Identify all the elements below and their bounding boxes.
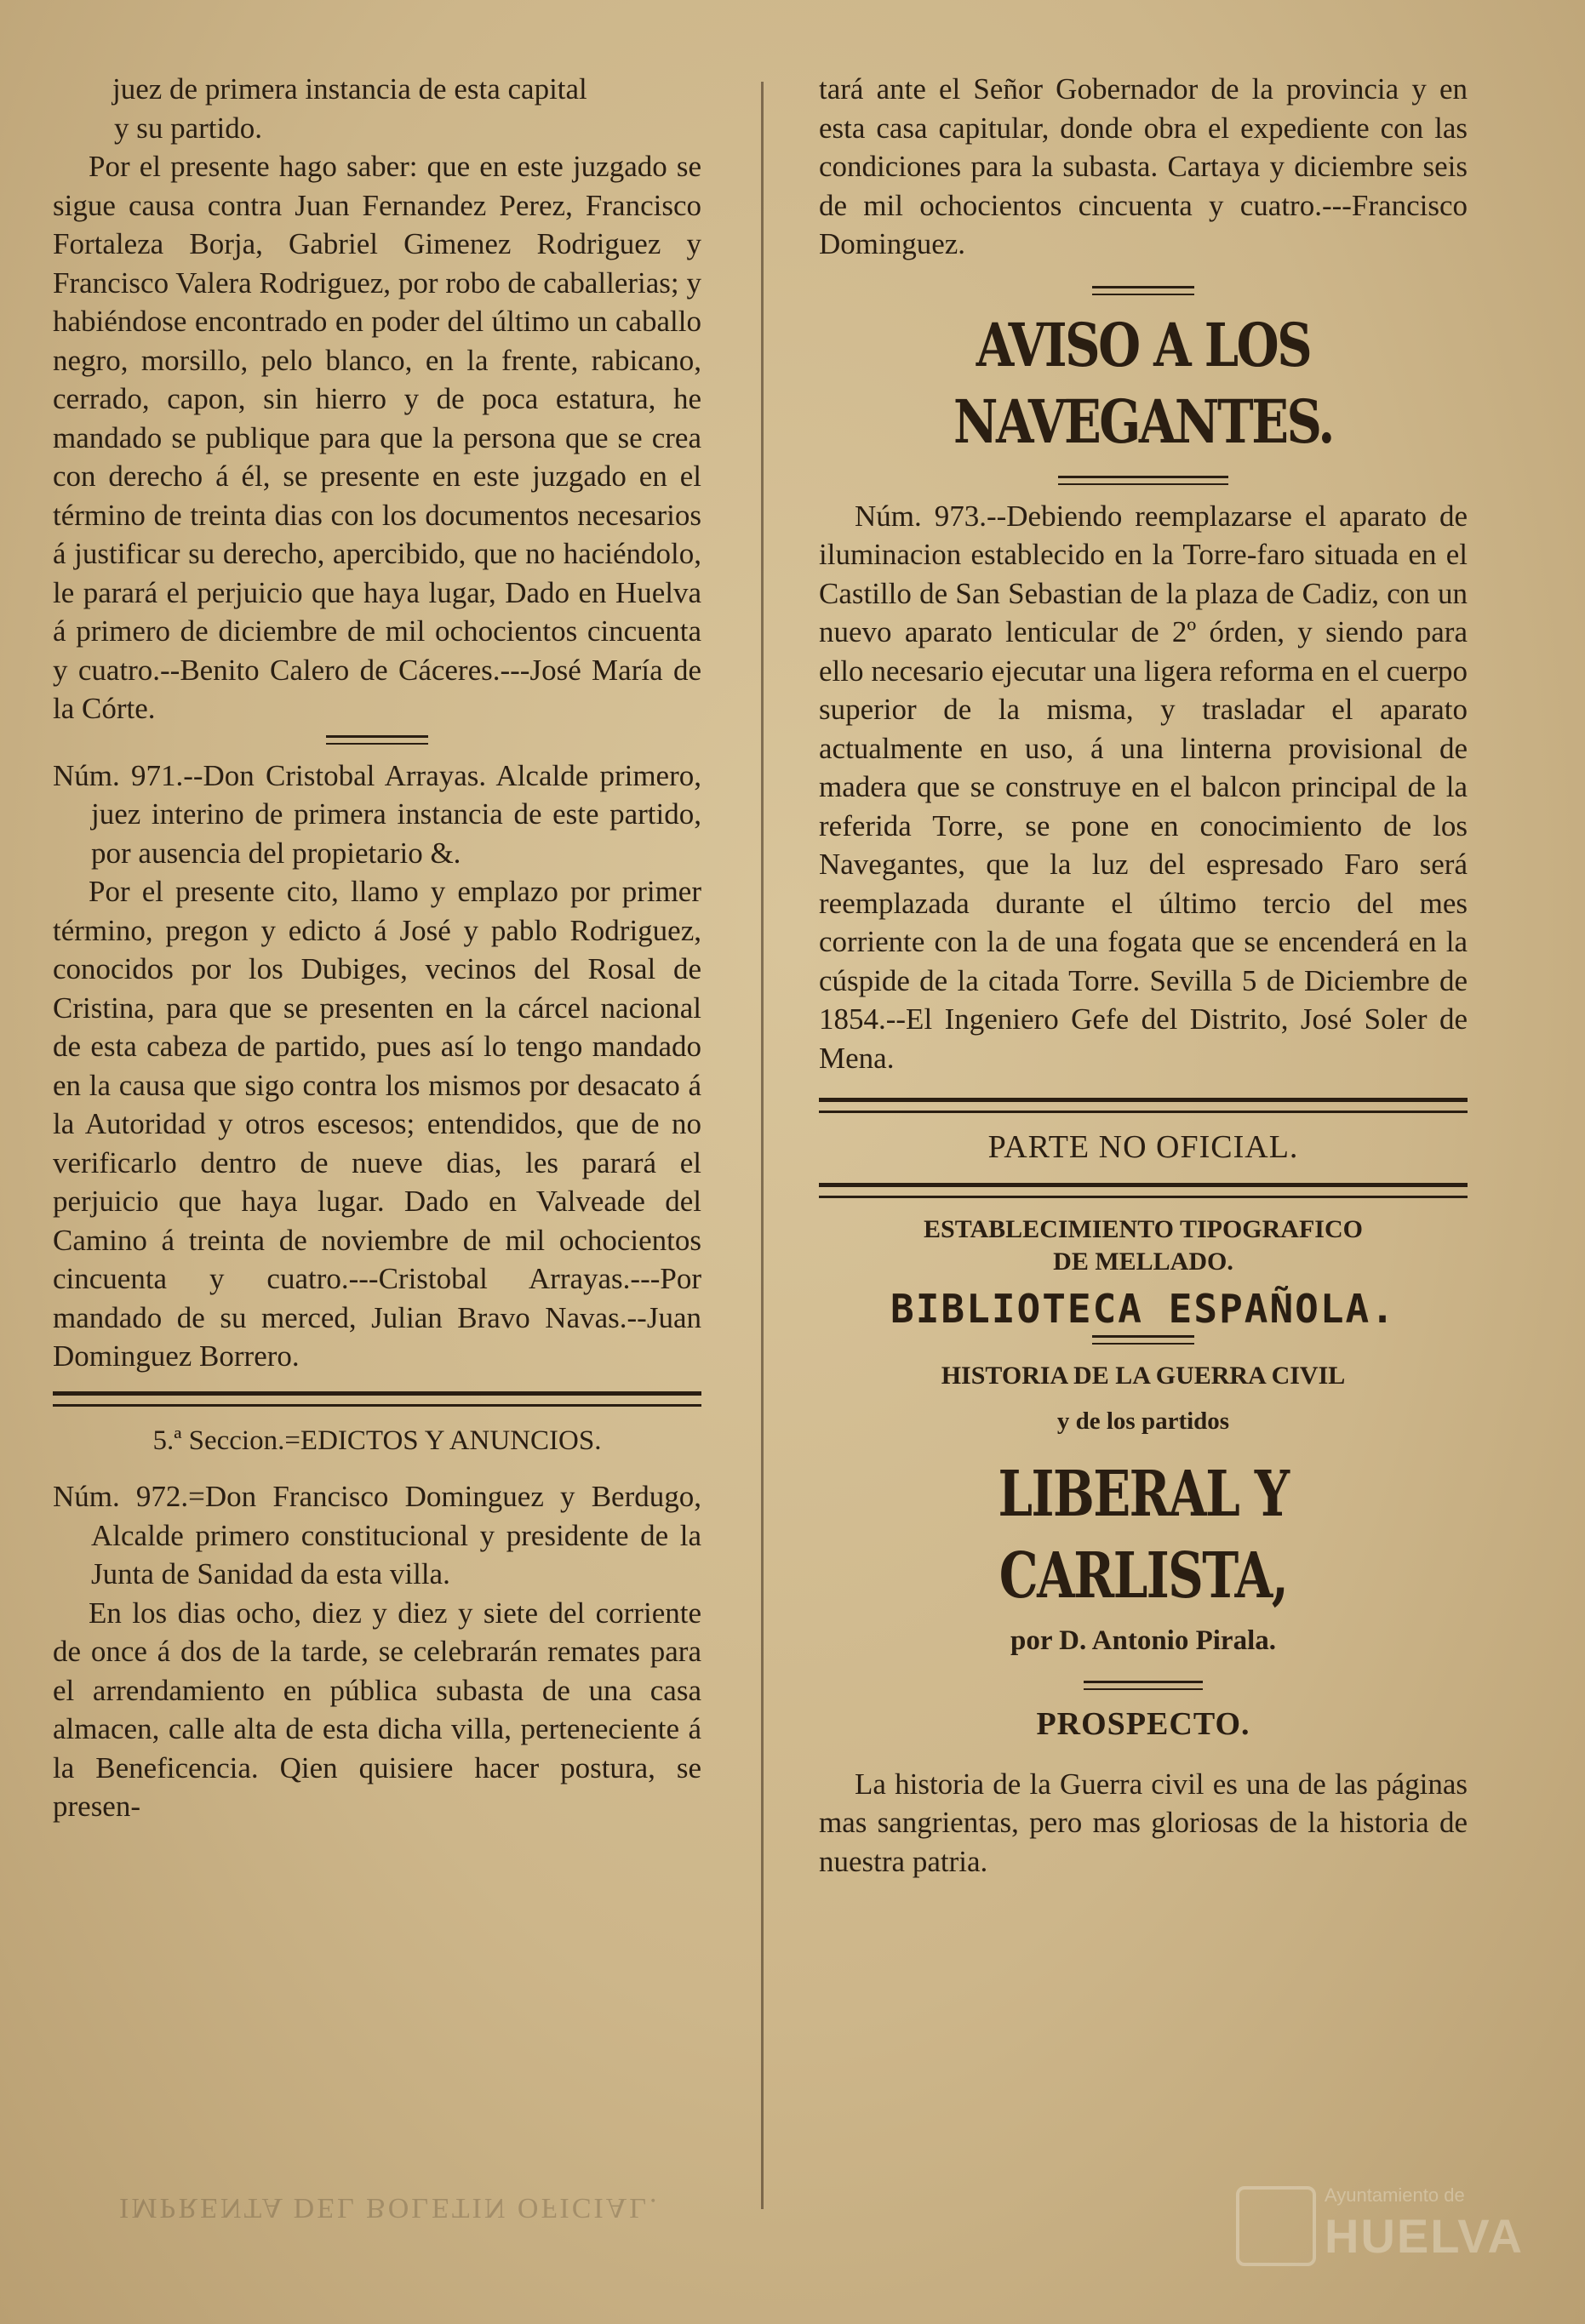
section-divider [53,1391,701,1407]
right-column [819,70,1468,1881]
historia-title: HISTORIA DE LA GUERRA CIVIL [941,1362,1346,1390]
small-divider [1092,286,1194,295]
continuation-text: tará ante el Señor Gobernador de la provincia y en esta casa capitular, donde obra el expediente con las condiciones para la subasta. Cartaya y diciembre seis de mil ochocientos cincuenta y cuatro.---Francisco Dominguez. [819,72,1468,260]
divider-bottom [819,1183,1468,1198]
bleed-through-text: IMPRENTA DEL BOLETIN OFICIAL. [119,2192,660,2224]
small-divider [326,735,428,745]
small-divider [1058,476,1228,485]
shield-icon [1236,2186,1316,2266]
establecimiento-line-1: ESTABLECIMIENTO TIPOGRAFICO [924,1214,1363,1243]
intro-line-1: juez de primera instancia de esta capital [112,72,587,106]
liberal-carlista-title: LIBERAL Y CARLISTA, [998,1457,1289,1613]
notice-971-header: Núm. 971.--Don Cristobal Arrayas. Alcalde primero, juez interino de primera instancia de este partido, por ausencia del propietario &. [53,758,701,870]
notice-972-body: En los dias ocho, diez y diez y siete del corriente de once á dos de la tarde, se celebrarán remates para el arrendamiento en pública subasta de una casa almacen, calle alta de esta dicha villa, perteneciente á la Beneficencia. Qien quisiere hacer postura, se presen- [53,1596,701,1823]
watermark-line-2: HUELVA [1325,2209,1524,2263]
author-line: por D. Antonio Pirala. [1010,1625,1276,1656]
aviso-title: AVISO A LOS NAVEGANTES. [953,309,1333,457]
watermark-line-1: Ayuntamiento de [1325,2184,1465,2206]
small-divider [1084,1681,1203,1690]
biblioteca-title: BIBLIOTECA ESPAÑOLA. [890,1285,1396,1332]
small-divider [1092,1335,1194,1345]
watermark-logo [1236,2179,1525,2264]
intro-body: Por el presente hago saber: que en este juzgado se sigue causa contra Juan Fernandez Perez, Francisco Fortaleza Borja, Gabriel Gimenez Rodriguez y Francisco Valera Rodriguez, por robo de caballerias; y habiéndose encontrado en poder del último un caballo negro, morsillo, pelo blanco, en la frente, rabicano, cerrado, capon, sin hierro y de poca estatura, he mandado se publique para que la persona que se crea con derecho á él, se presente en este juzgado en el término de treinta dias con los documentos necesarios á justificar su derecho, apercibido, que no haciéndolo, le parará el perjuicio que haya lugar, Dado en Huelva á primero de diciembre de mil ochocientos cincuenta y cuatro.--Benito Calero de Cáceres.---José María de la Córte. [53,150,701,725]
prospecto-body: La historia de la Guerra civil es una de las páginas mas sangrientas, pero mas gloriosas de la historia de nuestra patria. [819,1767,1468,1878]
section-heading: 5.ª Seccion.=EDICTOS Y ANUNCIOS. [152,1425,602,1456]
prospecto-heading: PROSPECTO. [1036,1706,1250,1742]
notice-972-header: Núm. 972.=Don Francisco Dominguez y Berdugo, Alcalde primero constitucional y presidente de la Junta de Sanidad da esta villa. [53,1480,701,1590]
intro-line-2: y su partido. [114,111,263,145]
notice-973: Núm. 973.--Debiendo reemplazarse el aparato de iluminacion establecido en la Torre-faro situada en el Castillo de San Sebastian de la plaza de Cadiz, con un nuevo aparato lenticular de 2º órden, y siendo para ello necesario ejecutar una ligera reforma en el cuerpo superior de la misma, y trasladar el aparato actualmente en uso, á una linterna provisional de madera que se construye en el balcon principal de la referida Torre, se pone en conocimiento de los Navegantes, que la luz del espresado Faro será reemplazada durante el último tercio del mes corriente con la de una fogata que se encenderá en la cúspide de la citada Torre. Sevilla 5 de Diciembre de 1854.--El Ingeniero Gefe del Distrito, José Soler de Mena. [819,499,1468,1075]
column-divider [761,82,764,2209]
partidos-subtitle: y de los partidos [1056,1408,1230,1435]
left-column [53,70,701,1826]
parte-no-oficial: PARTE NO OFICIAL. [987,1129,1299,1165]
establecimiento-line-2: DE MELLADO. [1053,1247,1233,1276]
divider-top [819,1098,1468,1113]
notice-971-body: Por el presente cito, llamo y emplazo por primer término, pregon y edicto á José y pablo Rodriguez, conocidos por los Dubiges, vecinos del Rosal de Cristina, para que se presenten en la cárcel nacional de esta cabeza de partido, pues así lo tengo mandado en la causa que sigo contra los mismos por desacato á la Autoridad y otros escesos; entendidos, que de no verificarlo dentro de nueve dias, les parará el perjuicio que haya lugar. Dado en Valveade del Camino á treinta de noviembre de mil ochocientos cincuenta y cuatro.---Cristobal Arrayas.---Por mandado de su merced, Julian Bravo Navas.--Juan Dominguez Borrero. [53,875,701,1373]
